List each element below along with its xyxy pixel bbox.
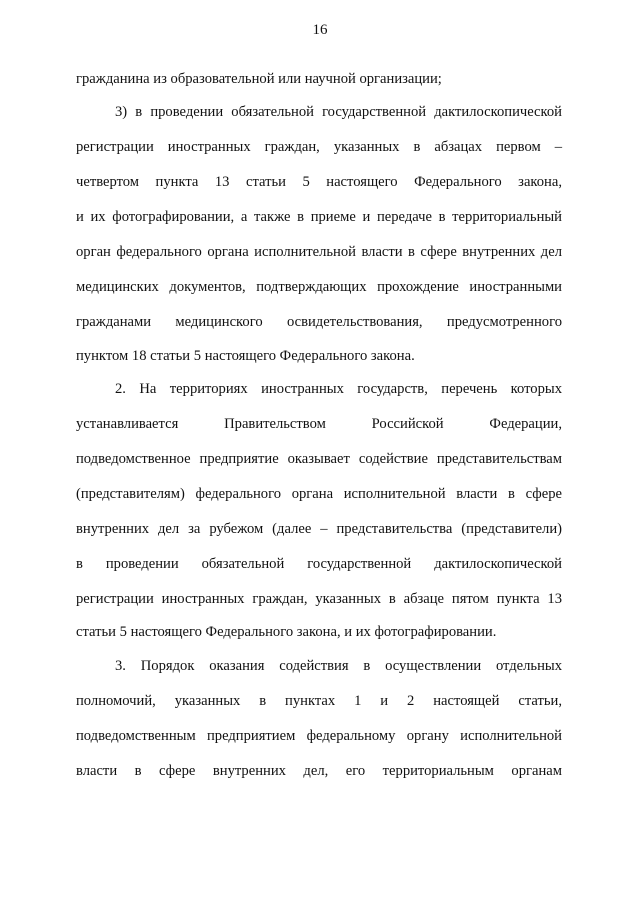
text-line: пунктом 18 статьи 5 настоящего Федерального закона. bbox=[76, 348, 415, 364]
text-line: (представителям) федерального органа исполнительной власти в сфере bbox=[76, 486, 562, 502]
text-line: внутренних дел за рубежом (далее – представительства (представители) bbox=[76, 521, 562, 537]
text-line: регистрации иностранных граждан, указанных в абзаце пятом пункта 13 bbox=[76, 591, 562, 607]
text-line: подведомственное предприятие оказывает содействие представительствам bbox=[76, 451, 562, 467]
text-line: статьи 5 настоящего Федерального закона, и их фотографировании. bbox=[76, 624, 497, 640]
text-line: в проведении обязательной государственной дактилоскопической bbox=[76, 556, 562, 572]
text-line: устанавливается Правительством Российской Федерации, bbox=[76, 416, 562, 432]
text-line: подведомственным предприятием федеральному органу исполнительной bbox=[76, 728, 562, 744]
text-line: и их фотографировании, а также в приеме и передаче в территориальный bbox=[76, 209, 562, 225]
text-line: регистрации иностранных граждан, указанных в абзацах первом – bbox=[76, 139, 562, 155]
text-line: медицинских документов, подтверждающих прохождение иностранными bbox=[76, 279, 562, 295]
page-number: 16 bbox=[312, 22, 328, 38]
text-line: полномочий, указанных в пунктах 1 и 2 настоящей статьи, bbox=[76, 693, 562, 709]
text-line: 3. Порядок оказания содействия в осуществлении отдельных bbox=[115, 658, 562, 674]
text-line: 2. На территориях иностранных государств, перечень которых bbox=[115, 381, 562, 397]
text-line: власти в сфере внутренних дел, его территориальным органам bbox=[76, 763, 562, 779]
text-line: 3) в проведении обязательной государственной дактилоскопической bbox=[115, 104, 562, 120]
text-line: гражданина из образовательной или научной организации; bbox=[76, 71, 442, 87]
text-line: четвертом пункта 13 статьи 5 настоящего Федерального закона, bbox=[76, 174, 562, 190]
text-line: гражданами медицинского освидетельствования, предусмотренного bbox=[76, 314, 562, 330]
text-line: орган федерального органа исполнительной власти в сфере внутренних дел bbox=[76, 244, 562, 260]
